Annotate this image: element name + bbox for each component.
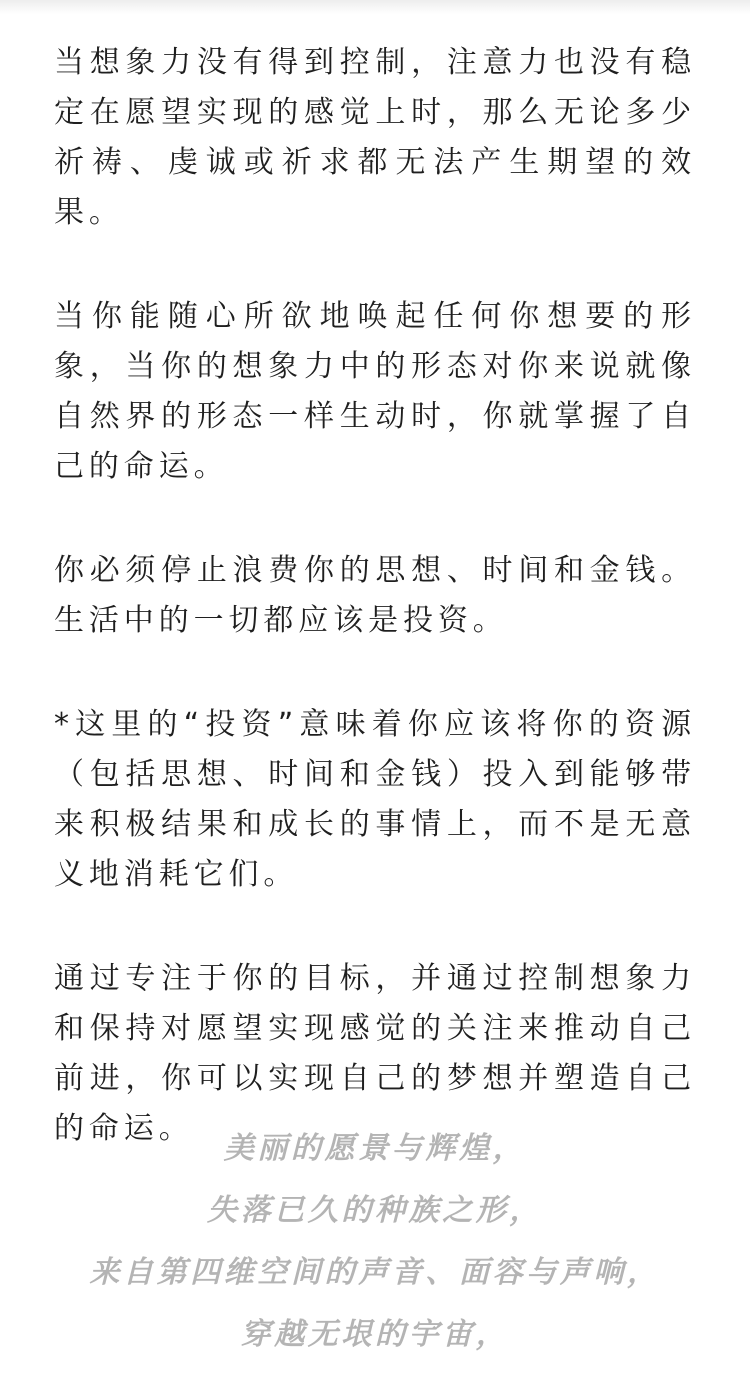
poem-line: 穿越无垠的宇宙， bbox=[240, 1317, 510, 1352]
paragraph-master-destiny: 当你能随心所欲地唤起任何你想要的形象，当你的想象力中的形态对你来说就像自然界的形态一样生动时，你就掌握了自己的命运。 bbox=[54, 299, 696, 484]
article-body bbox=[54, 38, 696, 1208]
paragraph-stop-waste: 你必须停止浪费你的思想、时间和金钱。生活中的一切都应该是投资。 bbox=[54, 553, 696, 638]
poem-line: 美丽的愿景与辉煌， bbox=[223, 1131, 527, 1166]
paragraph-investment-note: *这里的“投资”意味着你应该将你的资源（包括思想、时间和金钱）投入到能够带来积极结果和成长的事情上，而不是无意义地消耗它们。 bbox=[54, 707, 696, 892]
top-shadow bbox=[0, 0, 750, 14]
poem-block bbox=[0, 1118, 750, 1366]
paragraph-focus-goals: 通过专注于你的目标，并通过控制想象力和保持对愿望实现感觉的关注来推动自己前进，你可以实现自己的梦想并塑造自己的命运。 bbox=[54, 961, 696, 1146]
poem-line: 来自第四维空间的声音、面容与声响， bbox=[89, 1255, 661, 1290]
poem-line: 失落已久的种族之形， bbox=[207, 1193, 543, 1228]
paragraph-imagination-control: 当想象力没有得到控制，注意力也没有稳定在愿望实现的感觉上时，那么无论多少祈祷、虔诚或祈求都无法产生期望的效果。 bbox=[54, 45, 696, 230]
